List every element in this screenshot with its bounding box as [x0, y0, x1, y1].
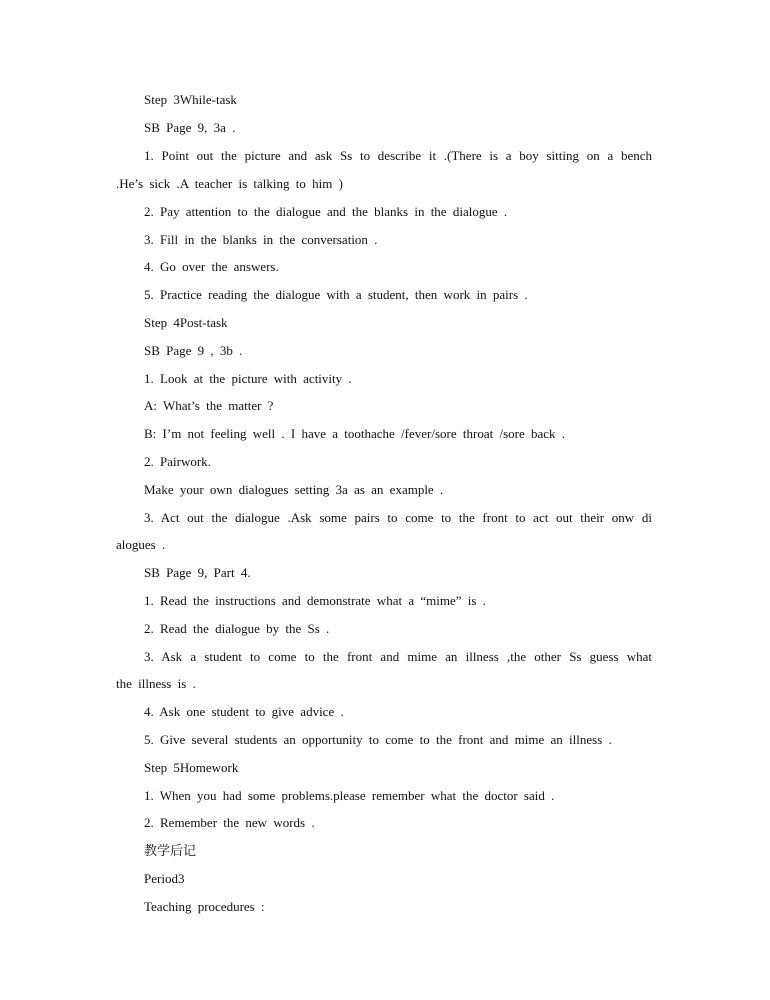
homework-item1: 1. When you had some problems.please remember what the doctor said .	[144, 788, 555, 803]
step3-item4: 4. Go over the answers.	[144, 259, 279, 274]
sb-page-3a: SB Page 9, 3a .	[144, 120, 236, 135]
step4-item2-detail: Make your own dialogues setting 3a as an example .	[144, 482, 444, 497]
step3-item1-line2: .He’s sick .A teacher is talking to him )	[116, 176, 343, 191]
step3-item5: 5. Practice reading the dialogue with a student, then work in pairs .	[144, 287, 528, 302]
part4-item2: 2. Read the dialogue by the Ss .	[144, 621, 330, 636]
sb-page-part4: SB Page 9, Part 4.	[144, 565, 251, 580]
step4-item2: 2. Pairwork.	[144, 454, 211, 469]
step5-heading: Step 5Homework	[144, 760, 239, 775]
step4-item1: 1. Look at the picture with activity .	[144, 371, 352, 386]
dialogue-line-b: B: I’m not feeling well . I have a toothache /fever/sore throat /sore back .	[144, 426, 566, 441]
dialogue-line-a: A: What’s the matter ?	[144, 398, 274, 413]
step4-heading: Step 4Post-task	[144, 315, 228, 330]
step3-item1-line1: 1. Point out the picture and ask Ss to describe it .(There is a boy sitting on a bench	[144, 148, 652, 163]
part4-item4: 4. Ask one student to give advice .	[144, 704, 344, 719]
step3-item2: 2. Pay attention to the dialogue and the blanks in the dialogue .	[144, 204, 508, 219]
step4-item3-line2: alogues .	[116, 537, 166, 552]
period-label: Period3	[144, 871, 185, 886]
part4-item1: 1. Read the instructions and demonstrate what a “mime” is .	[144, 593, 486, 608]
part4-item5: 5. Give several students an opportunity to come to the front and mime an illness .	[144, 732, 612, 747]
part4-item3-line1: 3. Ask a student to come to the front and mime an illness ,the other Ss guess what	[144, 649, 652, 664]
sb-page-3b: SB Page 9 , 3b .	[144, 343, 243, 358]
part4-item3-line2: the illness is .	[116, 676, 196, 691]
teaching-procedures-label: Teaching procedures :	[144, 899, 265, 914]
homework-item2: 2. Remember the new words .	[144, 815, 315, 830]
step4-item3-line1: 3. Act out the dialogue .Ask some pairs to come to the front to act out their onw di	[144, 510, 652, 525]
step3-heading: Step 3While-task	[144, 92, 237, 107]
teaching-notes-heading: 教学后记	[144, 843, 197, 858]
step3-item3: 3. Fill in the blanks in the conversation .	[144, 232, 378, 247]
